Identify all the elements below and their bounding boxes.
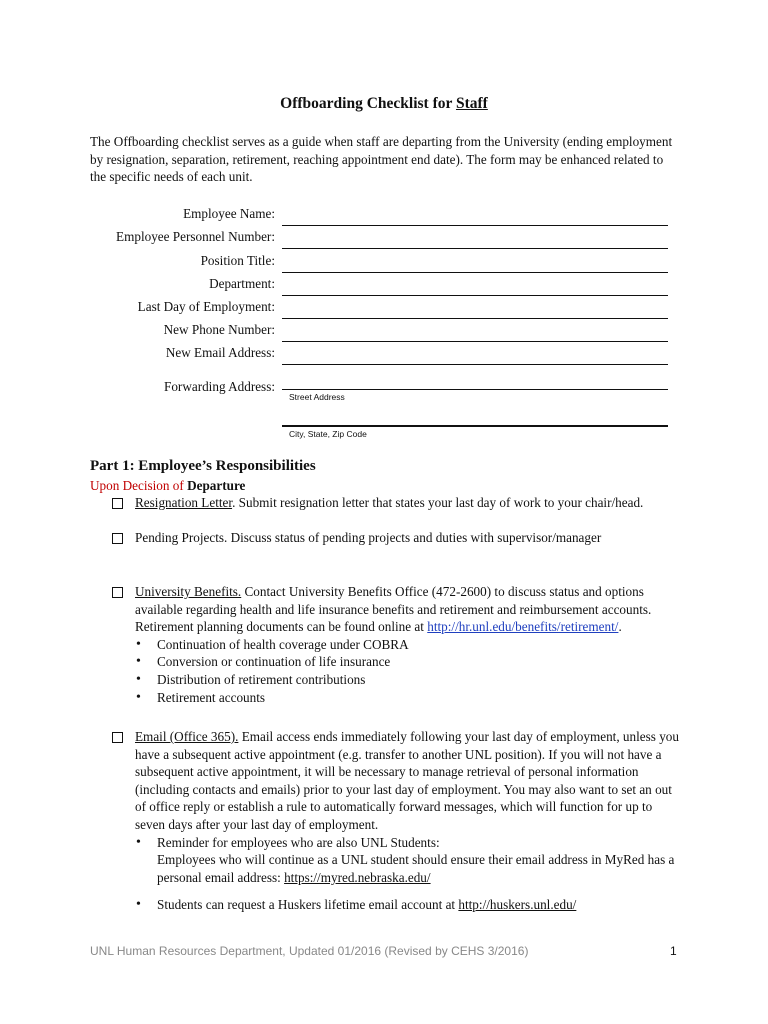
city-state-zip-line[interactable] — [282, 425, 668, 427]
retirement-link[interactable]: http://hr.unl.edu/benefits/retirement/ — [427, 619, 619, 635]
reminder-title: Reminder for employees who are also UNL Students: — [157, 834, 440, 850]
field-position-title[interactable] — [90, 253, 668, 275]
field-label: New Phone Number: — [163, 322, 275, 337]
item-title: University Benefits. — [135, 584, 242, 599]
field-label: Employee Personnel Number: — [116, 229, 275, 244]
field-label: Department: — [209, 276, 275, 291]
field-line[interactable] — [282, 248, 668, 249]
field-new-phone[interactable] — [90, 322, 668, 344]
field-line[interactable] — [282, 364, 668, 365]
footer-text: UNL Human Resources Department, Updated 01/2016 (Revised by CEHS 3/2016) — [90, 944, 529, 958]
field-label: Forwarding Address: — [164, 379, 275, 394]
checklist-item-benefits — [112, 583, 682, 706]
bullet-item-reminder — [112, 834, 682, 887]
field-department[interactable] — [90, 276, 668, 298]
item-text: Pending Projects. Discuss status of pending projects and duties with supervisor/manager — [135, 530, 602, 545]
huskers-link[interactable]: http://huskers.unl.edu/ — [458, 897, 577, 913]
item-body-end: . — [618, 619, 622, 635]
bullet-item-students — [112, 896, 682, 914]
bullet-item: • Distribution of retirement contributions — [112, 671, 682, 689]
item-text — [135, 494, 682, 512]
benefits-bullet-list — [112, 636, 682, 706]
item-title: Email (Office 365). — [135, 729, 239, 744]
students-text: Students can request a Huskers lifetime email account at — [157, 897, 459, 913]
page-number: 1 — [670, 944, 677, 958]
upon-decision-heading — [90, 478, 245, 494]
intro-paragraph: The Offboarding checklist serves as a guide when staff are departing from the University (ending employment by resignation, separation, retirement, reaching appointment end date). The form may be enhanced related to the specific needs of each unit. — [90, 134, 673, 184]
checklist-item-email — [112, 728, 682, 914]
page-title — [0, 95, 768, 113]
item-text — [135, 583, 682, 636]
city-state-zip-caption: City, State, Zip Code — [289, 429, 367, 439]
bullet-item: • Continuation of health coverage under COBRA — [112, 636, 682, 654]
checklist-item-pending-projects — [112, 529, 682, 547]
title-emphasis: Staff — [455, 95, 488, 112]
item-text — [135, 728, 682, 834]
field-line[interactable] — [282, 318, 668, 319]
field-new-email[interactable] — [90, 345, 668, 367]
item-body: . Submit resignation letter that states your last day of work to your chair/head. — [232, 495, 644, 510]
sub-heading-bold: Departure — [187, 478, 246, 493]
bullet-item: • Retirement accounts — [112, 689, 682, 707]
title-prefix: Offboarding Checklist for — [280, 95, 456, 112]
sub-heading-prefix: Upon Decision of — [90, 478, 188, 493]
field-line[interactable] — [282, 272, 668, 273]
field-line[interactable] — [282, 295, 668, 296]
bullet-item: • Conversion or continuation of life insurance — [112, 653, 682, 671]
street-address-caption: Street Address — [289, 392, 345, 402]
field-label: Position Title: — [200, 253, 275, 268]
part1-heading: Part 1: Employee’s Responsibilities — [90, 458, 316, 474]
checkbox[interactable] — [112, 587, 123, 598]
item-body: Contact University Benefits Office (472-2600) to discuss status and options available regarding health and life insurance benefits and retirement and reimbursement accounts. Retirement planning documents can be found online at — [135, 584, 652, 635]
field-label: Last Day of Employment: — [137, 299, 275, 314]
field-forwarding-address — [90, 379, 668, 401]
checkbox[interactable] — [112, 732, 123, 743]
myred-link[interactable]: https://myred.nebraska.edu/ — [284, 869, 431, 885]
reminder-text: Employees who will continue as a UNL student should ensure their email address in MyRed has a personal email address: — [157, 852, 675, 885]
item-body: Email access ends immediately following your last day of employment, unless you have a subsequent active appointment (e.g. transfer to another UNL position). If you will not have a subsequent active appointment, it will be necessary to manage retrieval of personal information (including contacts and emails) prior to your last day of employment. You may also want to set an out of office reply or establish a rule to automatically forward messages, which will function for up to seven days after your last day of employment. — [135, 729, 679, 832]
checkbox[interactable] — [112, 498, 123, 509]
field-line[interactable] — [282, 225, 668, 226]
street-address-line[interactable] — [282, 389, 668, 390]
field-employee-name[interactable] — [90, 206, 668, 228]
field-personnel-number[interactable] — [90, 229, 668, 251]
field-label: Employee Name: — [183, 206, 275, 221]
item-title: Resignation Letter — [135, 495, 233, 510]
field-line[interactable] — [282, 341, 668, 342]
email-bullet-list — [112, 834, 682, 914]
field-label: New Email Address: — [165, 345, 275, 360]
field-last-day[interactable] — [90, 299, 668, 321]
checklist-item-resignation — [112, 494, 682, 512]
checkbox[interactable] — [112, 533, 123, 544]
